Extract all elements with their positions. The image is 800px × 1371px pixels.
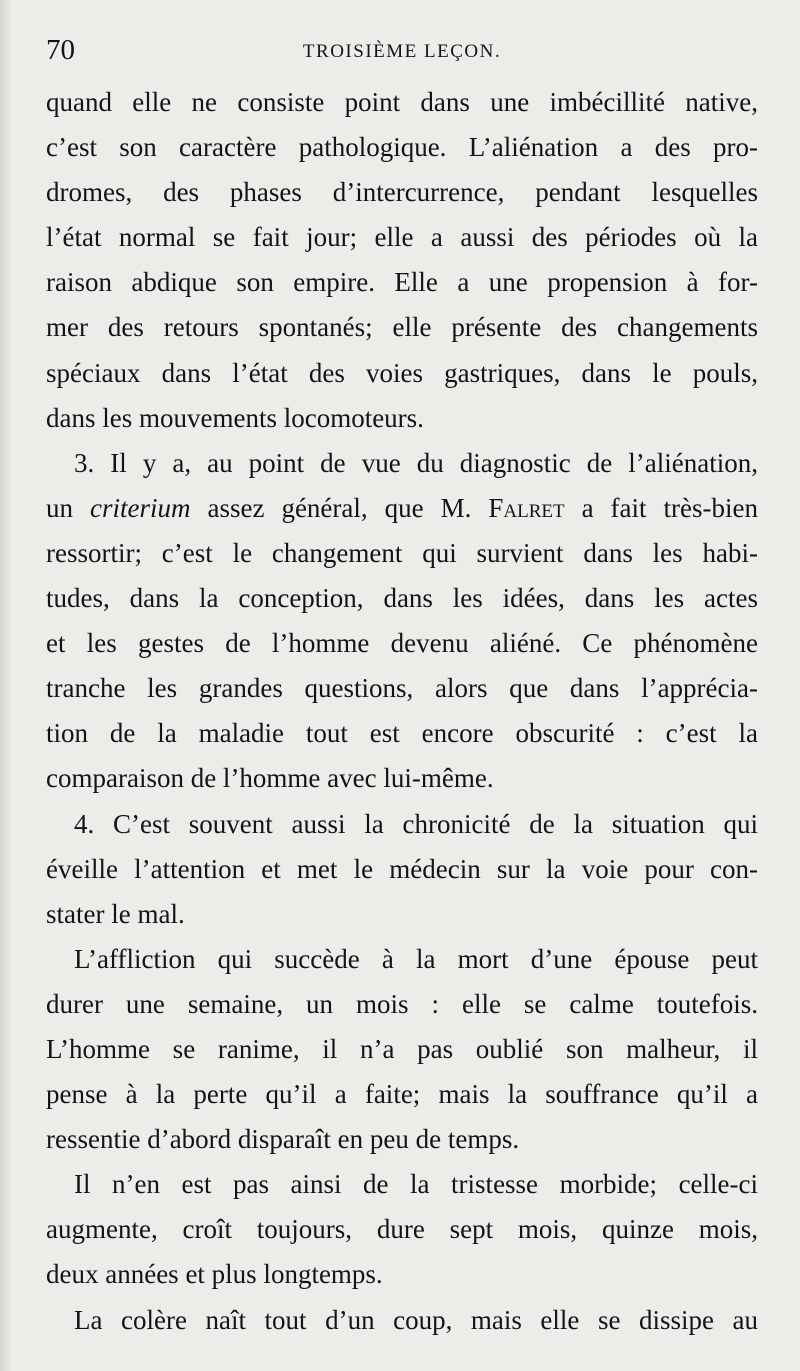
text-line: tion de la maladie tout est encore obscurité : c’est la bbox=[46, 718, 758, 749]
text-line: augmente, croît toujours, dure sept mois, quinze mois, bbox=[46, 1214, 758, 1245]
text-line: quand elle ne consiste point dans une imbécillité native, bbox=[46, 87, 758, 117]
text-line: et les gestes de l’homme devenu aliéné. Ce phénomène bbox=[46, 628, 758, 659]
text-line: l’état normal se fait jour; elle a aussi des périodes où la bbox=[46, 222, 758, 253]
text-line: Il n’en est pas ainsi de la tristesse morbide; celle-ci bbox=[74, 1169, 758, 1200]
text-line: comparaison de l’homme avec lui-même. bbox=[46, 763, 494, 794]
text-run: assez général, que M. bbox=[190, 492, 489, 523]
text-line: éveille l’attention et met le médecin sur la voie pour con- bbox=[46, 853, 758, 884]
text-line: durer une semaine, un mois : elle se calme toutefois. bbox=[46, 988, 758, 1019]
text-line bbox=[46, 486, 758, 531]
text-line bbox=[46, 441, 758, 486]
page-header bbox=[46, 30, 758, 70]
text-line: ressortir; c’est le changement qui survient dans les habi- bbox=[46, 537, 758, 568]
text-line: ressentie d’abord disparaît en peu de temps. bbox=[46, 1124, 520, 1155]
text-line: stater le mal. bbox=[46, 898, 185, 929]
running-head: TROISIÈME LEÇON. bbox=[302, 41, 502, 62]
page-gutter-shadow bbox=[0, 0, 12, 1371]
text-run: a fait très-bien bbox=[564, 492, 758, 523]
text-line: spéciaux dans l’état des voies gastriques, dans le pouls, bbox=[46, 357, 758, 388]
text-run: un bbox=[46, 492, 90, 523]
text-line: 4. C’est souvent aussi la chronicité de la situation qui bbox=[74, 808, 758, 839]
text-run: 3. Il y a, au point de vue du diagnostic de l’aliénation, bbox=[74, 447, 758, 478]
text-line: c’est son caractère pathologique. L’aliénation a des pro- bbox=[46, 132, 758, 163]
text-line: L’affliction qui succède à la mort d’une épouse peut bbox=[74, 943, 758, 974]
author-name: Falret bbox=[488, 492, 565, 523]
body-text bbox=[46, 80, 758, 1343]
text-line: L’homme se ranime, il n’a pas oublié son malheur, il bbox=[46, 1033, 758, 1064]
text-line: mer des retours spontanés; elle présente des changements bbox=[46, 312, 758, 343]
text-line: tranche les grandes questions, alors que dans l’apprécia- bbox=[46, 673, 758, 704]
text-line: dromes, des phases d’intercurrence, pendant lesquelles bbox=[46, 177, 758, 208]
text-line: dans les mouvements locomoteurs. bbox=[46, 402, 424, 433]
text-line: deux années et plus longtemps. bbox=[46, 1259, 383, 1290]
text-line: La colère naît tout d’un coup, mais elle se dissipe au bbox=[74, 1304, 758, 1335]
page-number: 70 bbox=[46, 34, 75, 66]
italic-term: criterium bbox=[90, 492, 191, 523]
text-line: raison abdique son empire. Elle a une propension à for- bbox=[46, 267, 758, 298]
text-line: tudes, dans la conception, dans les idées, dans les actes bbox=[46, 583, 758, 614]
text-line: pense à la perte qu’il a faite; mais la souffrance qu’il a bbox=[46, 1079, 758, 1110]
